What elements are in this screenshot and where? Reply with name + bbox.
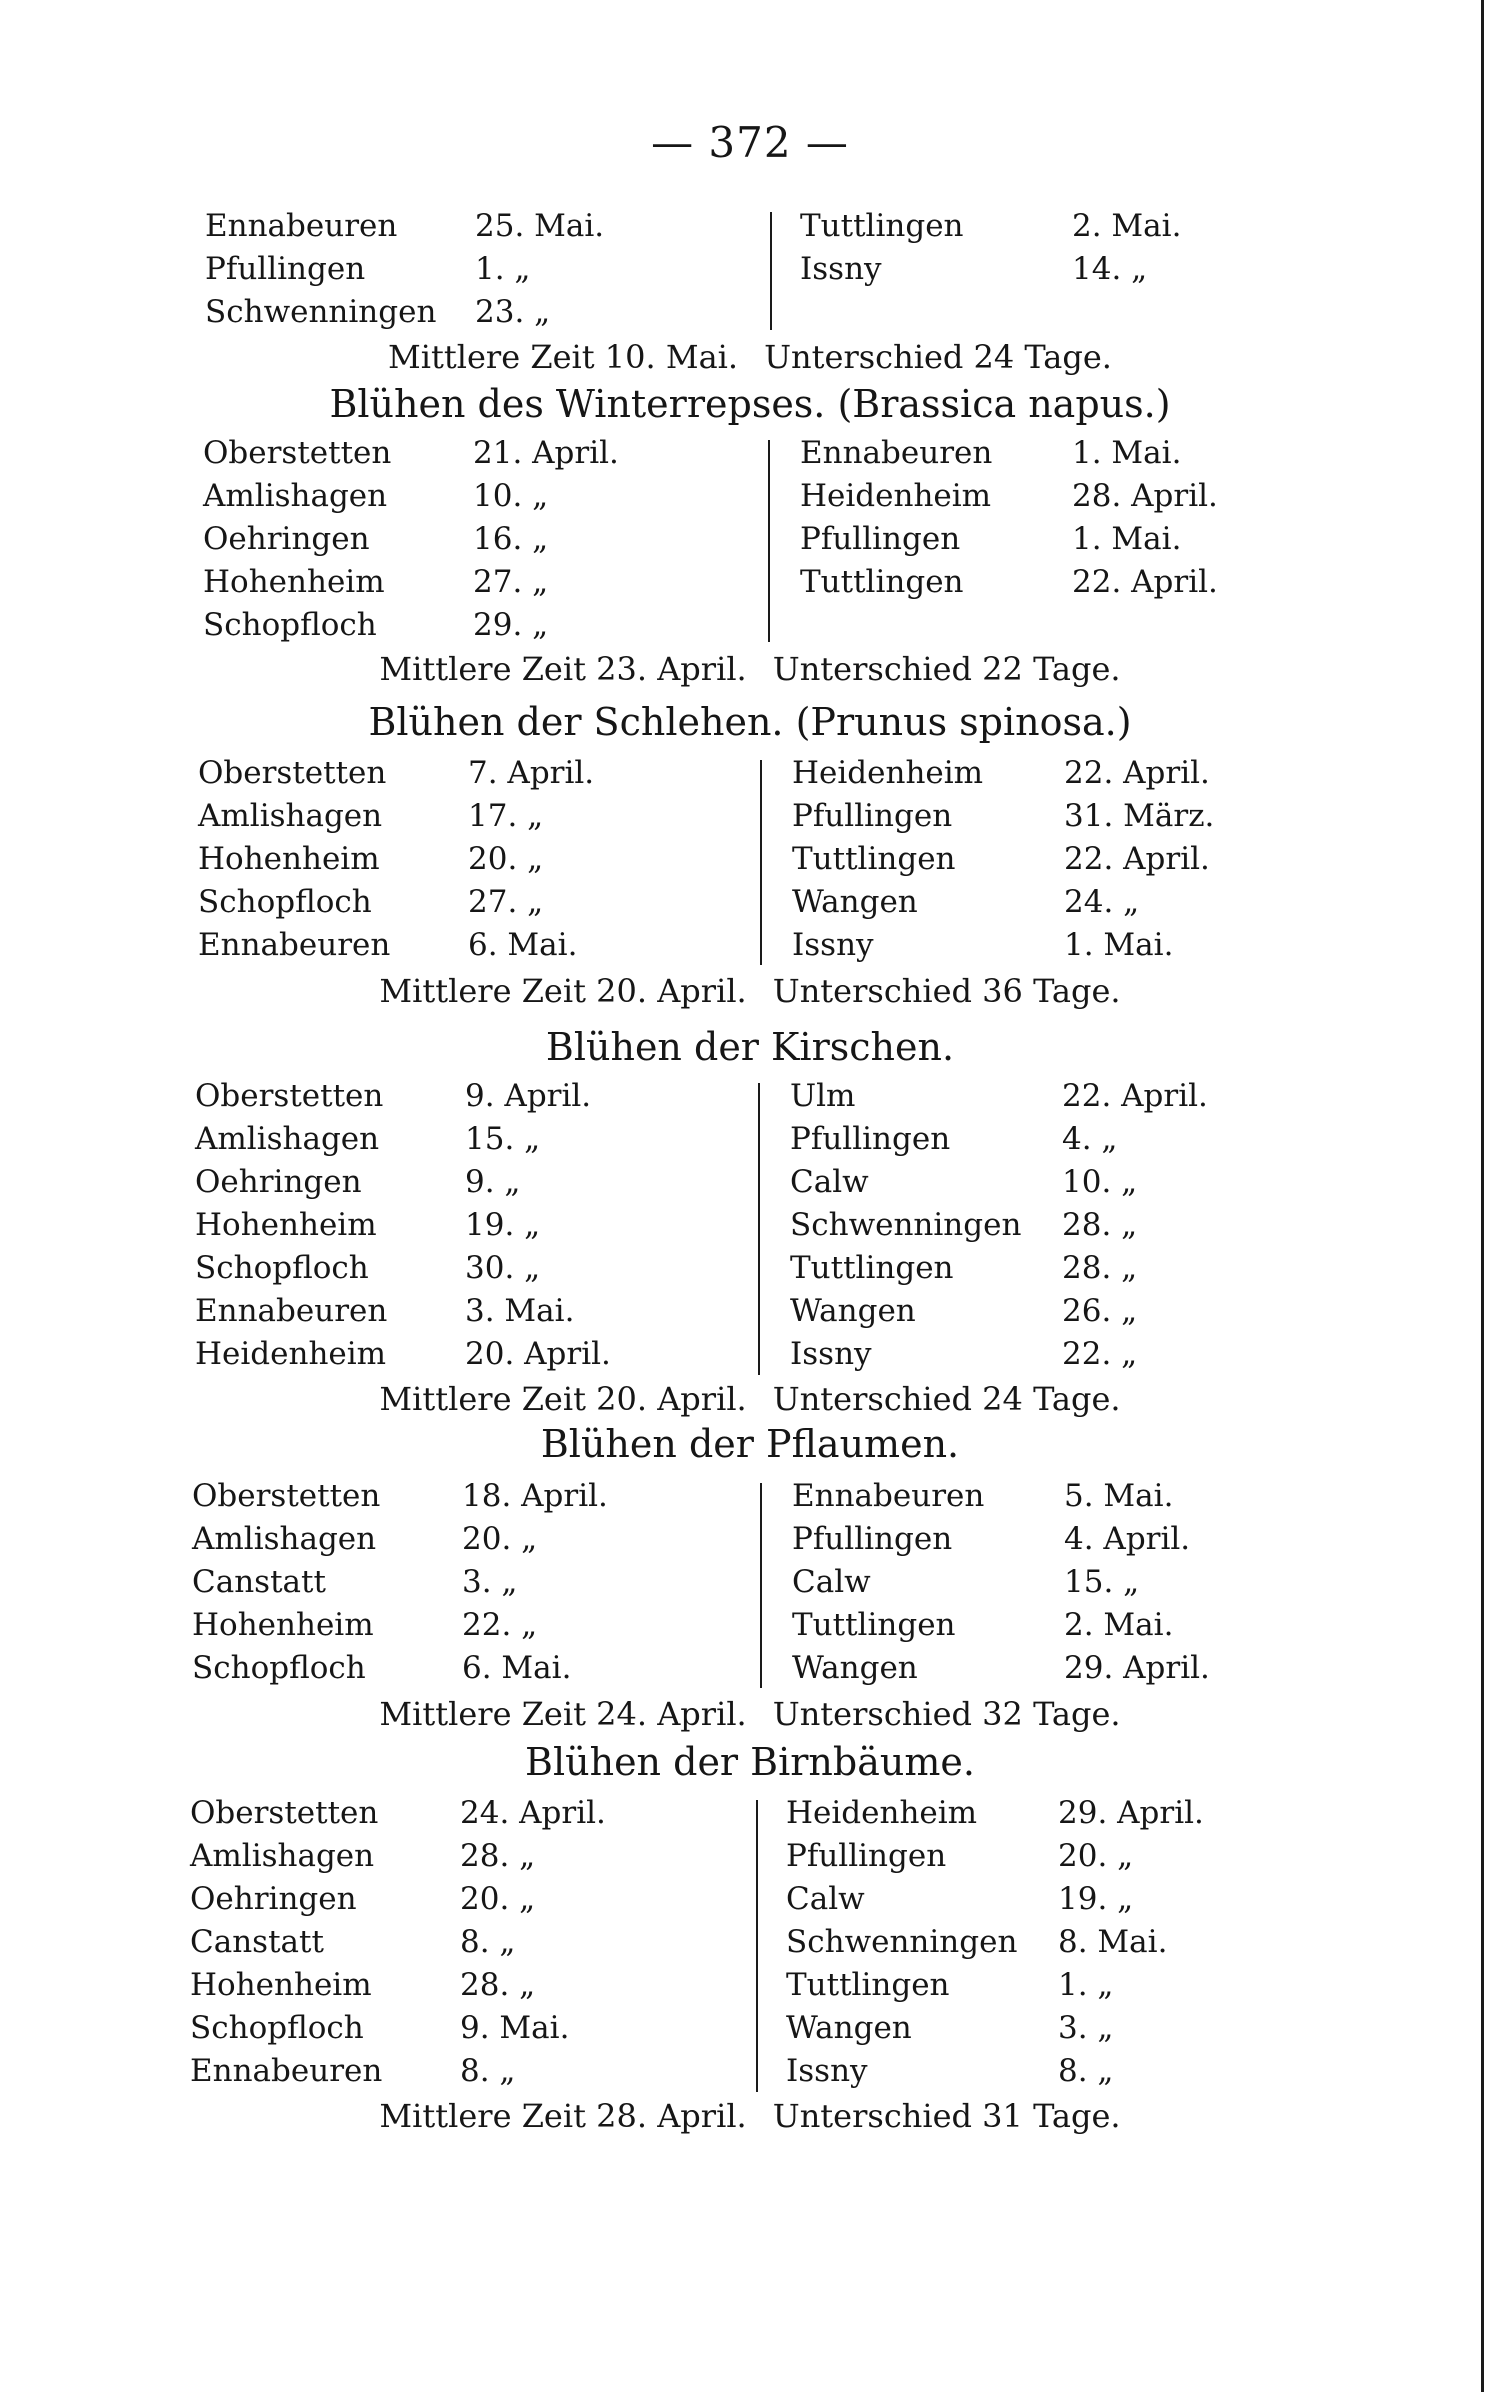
column-divider — [760, 760, 762, 965]
bloom-date: 22. April. — [1064, 755, 1210, 791]
difference: Unterschied 24 Tage. — [772, 1380, 1121, 1418]
page-number: — 372 — — [651, 118, 849, 167]
place-name: Ennabeuren — [792, 1478, 985, 1514]
table-row — [786, 1878, 1226, 1921]
place-name: Amlishagen — [190, 1838, 375, 1874]
table-row — [786, 2050, 1226, 2093]
place-name: Calw — [786, 1881, 865, 1917]
place-name: Calw — [790, 1164, 869, 1200]
table-row — [198, 752, 638, 795]
place-name: Oberstetten — [203, 435, 392, 471]
bloom-date: 20. „ — [468, 841, 544, 877]
place-name: Tuttlingen — [800, 564, 964, 600]
place-name: Hohenheim — [198, 841, 380, 877]
section-4-left-column — [192, 1475, 632, 1690]
table-row — [203, 561, 643, 604]
place-name: Issny — [790, 1336, 872, 1372]
bloom-date: 22. „ — [462, 1607, 538, 1643]
column-divider — [758, 1083, 760, 1375]
place-name: Schopfloch — [203, 607, 377, 643]
mean-time: Mittlere Zeit 24. April. — [379, 1695, 747, 1733]
place-name: Schopfloch — [190, 2010, 364, 2046]
place-name: Calw — [792, 1564, 871, 1600]
place-name: Tuttlingen — [786, 1967, 950, 2003]
table-row — [198, 924, 638, 967]
table-row — [192, 1604, 632, 1647]
bloom-date: 26. „ — [1062, 1293, 1138, 1329]
place-name: Pfullingen — [792, 798, 953, 834]
bloom-date: 7. April. — [468, 755, 595, 791]
bloom-date: 28. „ — [460, 1967, 536, 2003]
place-name: Issny — [786, 2053, 868, 2089]
table-row — [790, 1333, 1230, 1376]
place-name: Amlishagen — [203, 478, 388, 514]
table-row — [203, 475, 643, 518]
place-name: Ennabeuren — [198, 927, 391, 963]
place-name: Amlishagen — [198, 798, 383, 834]
table-row — [195, 1290, 635, 1333]
place-name: Heidenheim — [195, 1336, 387, 1372]
place-name: Oberstetten — [195, 1078, 384, 1114]
table-row — [203, 518, 643, 561]
table-row — [792, 1518, 1232, 1561]
place-name: Schwenningen — [786, 1924, 1018, 1960]
place-name: Tuttlingen — [792, 841, 956, 877]
section-5-right-column — [786, 1792, 1226, 2093]
section-heading: Blühen der Schlehen. (Prunus spinosa.) — [368, 700, 1132, 744]
place-name: Tuttlingen — [790, 1250, 954, 1286]
mean-time: Mittlere Zeit 20. April. — [379, 1380, 747, 1418]
bloom-date: 3. „ — [1058, 2010, 1114, 2046]
table-row — [198, 795, 638, 838]
bloom-date: 1. „ — [475, 251, 531, 287]
table-row — [190, 1964, 630, 2007]
bloom-date: 15. „ — [1064, 1564, 1140, 1600]
table-row — [790, 1161, 1230, 1204]
bloom-date: 20. April. — [465, 1336, 611, 1372]
bloom-date: 21. April. — [473, 435, 619, 471]
place-name: Ennabeuren — [800, 435, 993, 471]
bloom-date: 29. „ — [473, 607, 549, 643]
place-name: Pfullingen — [800, 521, 961, 557]
section-heading: Blühen der Kirschen. — [545, 1025, 955, 1069]
difference: Unterschied 22 Tage. — [772, 650, 1121, 688]
table-row — [786, 1964, 1226, 2007]
difference: Unterschied 24 Tage. — [764, 338, 1112, 376]
place-name: Oehringen — [190, 1881, 357, 1917]
table-row — [790, 1075, 1230, 1118]
bloom-date: 24. April. — [460, 1795, 606, 1831]
place-name: Wangen — [786, 2010, 912, 2046]
bloom-date: 6. Mai. — [468, 927, 578, 963]
table-row — [800, 561, 1240, 604]
place-name: Ulm — [790, 1078, 856, 1114]
place-name: Hohenheim — [195, 1207, 377, 1243]
table-row — [792, 752, 1232, 795]
bloom-date: 16. „ — [473, 521, 549, 557]
table-row — [195, 1075, 635, 1118]
bloom-date: 19. „ — [1058, 1881, 1134, 1917]
bloom-date: 20. „ — [460, 1881, 536, 1917]
bloom-date: 9. „ — [465, 1164, 521, 1200]
bloom-date: 27. „ — [473, 564, 549, 600]
table-row — [800, 248, 1240, 291]
section-heading: Blühen der Pflaumen. — [540, 1422, 960, 1466]
mean-time: Mittlere Zeit 10. Mai. — [388, 338, 739, 376]
table-row — [203, 432, 643, 475]
section-2-summary — [0, 972, 1500, 1010]
bloom-date: 2. Mai. — [1072, 208, 1182, 244]
place-name: Pfullingen — [790, 1121, 951, 1157]
section-3-right-column — [790, 1075, 1230, 1376]
table-row — [792, 881, 1232, 924]
bloom-date: 6. Mai. — [462, 1650, 572, 1686]
section-0-right-column — [800, 205, 1240, 291]
bloom-date: 30. „ — [465, 1250, 541, 1286]
place-name: Pfullingen — [792, 1521, 953, 1557]
table-row — [790, 1204, 1230, 1247]
table-row — [800, 475, 1240, 518]
bloom-date: 14. „ — [1072, 251, 1148, 287]
table-row — [792, 838, 1232, 881]
difference: Unterschied 36 Tage. — [772, 972, 1121, 1010]
bloom-date: 27. „ — [468, 884, 544, 920]
place-name: Issny — [800, 251, 882, 287]
place-name: Schwenningen — [205, 294, 437, 330]
bloom-date: 4. April. — [1064, 1521, 1191, 1557]
place-name: Schopfloch — [192, 1650, 366, 1686]
place-name: Wangen — [790, 1293, 916, 1329]
section-1-summary — [0, 650, 1500, 688]
section-2-left-column — [198, 752, 638, 967]
bloom-date: 1. Mai. — [1072, 521, 1182, 557]
section-4-summary — [0, 1695, 1500, 1733]
place-name: Oberstetten — [190, 1795, 379, 1831]
place-name: Oberstetten — [192, 1478, 381, 1514]
place-name: Hohenheim — [203, 564, 385, 600]
table-row — [792, 1475, 1232, 1518]
table-row — [790, 1290, 1230, 1333]
table-row — [790, 1247, 1230, 1290]
table-row — [195, 1247, 635, 1290]
section-heading: Blühen des Winterrepses. (Brassica napus.) — [329, 382, 1171, 426]
section-4-right-column — [792, 1475, 1232, 1690]
place-name: Hohenheim — [190, 1967, 372, 2003]
table-row — [190, 1878, 630, 1921]
table-row — [190, 1921, 630, 1964]
section-5-summary — [0, 2097, 1500, 2135]
bloom-date: 23. „ — [475, 294, 551, 330]
table-row — [786, 1792, 1226, 1835]
bloom-date: 22. „ — [1062, 1336, 1138, 1372]
bloom-date: 20. „ — [1058, 1838, 1134, 1874]
place-name: Tuttlingen — [792, 1607, 956, 1643]
bloom-date: 29. April. — [1064, 1650, 1210, 1686]
bloom-date: 10. „ — [1062, 1164, 1138, 1200]
table-row — [205, 291, 645, 334]
place-name: Oberstetten — [198, 755, 387, 791]
table-row — [190, 2007, 630, 2050]
table-row — [786, 2007, 1226, 2050]
place-name: Hohenheim — [192, 1607, 374, 1643]
bloom-date: 10. „ — [473, 478, 549, 514]
bloom-date: 2. Mai. — [1064, 1607, 1174, 1643]
place-name: Pfullingen — [205, 251, 366, 287]
bloom-date: 28. „ — [1062, 1207, 1138, 1243]
difference: Unterschied 31 Tage. — [772, 2097, 1121, 2135]
place-name: Amlishagen — [192, 1521, 377, 1557]
table-row — [190, 1835, 630, 1878]
column-divider — [756, 1800, 758, 2092]
bloom-date: 19. „ — [465, 1207, 541, 1243]
bloom-date: 20. „ — [462, 1521, 538, 1557]
bloom-date: 22. April. — [1072, 564, 1218, 600]
table-row — [800, 518, 1240, 561]
table-row — [198, 881, 638, 924]
section-3-left-column — [195, 1075, 635, 1376]
place-name: Wangen — [792, 1650, 918, 1686]
bloom-date: 9. Mai. — [460, 2010, 570, 2046]
bloom-date: 8. „ — [1058, 2053, 1114, 2089]
bloom-date: 17. „ — [468, 798, 544, 834]
table-row — [195, 1161, 635, 1204]
place-name: Heidenheim — [792, 755, 984, 791]
bloom-date: 18. April. — [462, 1478, 608, 1514]
section-0-summary — [0, 338, 1500, 376]
table-row — [790, 1118, 1230, 1161]
bloom-date: 1. Mai. — [1072, 435, 1182, 471]
bloom-date: 22. April. — [1064, 841, 1210, 877]
table-row — [198, 838, 638, 881]
bloom-date: 8. „ — [460, 1924, 516, 1960]
bloom-date: 15. „ — [465, 1121, 541, 1157]
section-1-left-column — [203, 432, 643, 647]
bloom-date: 1. Mai. — [1064, 927, 1174, 963]
column-divider — [760, 1483, 762, 1688]
bloom-date: 22. April. — [1062, 1078, 1208, 1114]
bloom-date: 28. April. — [1072, 478, 1218, 514]
table-row — [192, 1518, 632, 1561]
section-3-summary — [0, 1380, 1500, 1418]
table-row — [192, 1647, 632, 1690]
section-2-right-column — [792, 752, 1232, 967]
table-row — [190, 1792, 630, 1835]
mean-time: Mittlere Zeit 23. April. — [379, 650, 747, 688]
bloom-date: 1. „ — [1058, 1967, 1114, 2003]
table-row — [792, 1604, 1232, 1647]
place-name: Ennabeuren — [205, 208, 398, 244]
place-name: Wangen — [792, 884, 918, 920]
place-name: Heidenheim — [786, 1795, 978, 1831]
place-name: Schopfloch — [198, 884, 372, 920]
table-row — [800, 432, 1240, 475]
column-divider — [768, 440, 770, 642]
place-name: Pfullingen — [786, 1838, 947, 1874]
place-name: Amlishagen — [195, 1121, 380, 1157]
bloom-date: 9. April. — [465, 1078, 592, 1114]
table-row — [192, 1475, 632, 1518]
mean-time: Mittlere Zeit 28. April. — [379, 2097, 747, 2135]
table-row — [195, 1118, 635, 1161]
place-name: Canstatt — [192, 1564, 326, 1600]
bloom-date: 5. Mai. — [1064, 1478, 1174, 1514]
table-row — [190, 2050, 630, 2093]
place-name: Ennabeuren — [195, 1293, 388, 1329]
table-row — [195, 1333, 635, 1376]
bloom-date: 8. „ — [460, 2053, 516, 2089]
table-row — [786, 1921, 1226, 1964]
section-5-left-column — [190, 1792, 630, 2093]
section-1-right-column — [800, 432, 1240, 604]
table-row — [800, 205, 1240, 248]
table-row — [792, 924, 1232, 967]
bloom-date: 29. April. — [1058, 1795, 1204, 1831]
bloom-date: 25. Mai. — [475, 208, 605, 244]
place-name: Oehringen — [203, 521, 370, 557]
bloom-date: 28. „ — [1062, 1250, 1138, 1286]
section-0-left-column — [205, 205, 645, 334]
bloom-date: 3. Mai. — [465, 1293, 575, 1329]
mean-time: Mittlere Zeit 20. April. — [379, 972, 747, 1010]
section-heading: Blühen der Birnbäume. — [525, 1740, 975, 1784]
table-row — [195, 1204, 635, 1247]
difference: Unterschied 32 Tage. — [772, 1695, 1121, 1733]
table-row — [792, 795, 1232, 838]
bloom-date: 3. „ — [462, 1564, 518, 1600]
table-row — [192, 1561, 632, 1604]
table-row — [792, 1561, 1232, 1604]
column-divider — [770, 212, 772, 330]
place-name: Tuttlingen — [800, 208, 964, 244]
bloom-date: 4. „ — [1062, 1121, 1118, 1157]
bloom-date: 31. März. — [1064, 798, 1215, 834]
place-name: Schopfloch — [195, 1250, 369, 1286]
table-row — [792, 1647, 1232, 1690]
bloom-date: 8. Mai. — [1058, 1924, 1168, 1960]
table-row — [205, 205, 645, 248]
place-name: Issny — [792, 927, 874, 963]
place-name: Heidenheim — [800, 478, 992, 514]
place-name: Canstatt — [190, 1924, 324, 1960]
bloom-date: 24. „ — [1064, 884, 1140, 920]
place-name: Oehringen — [195, 1164, 362, 1200]
bloom-date: 28. „ — [460, 1838, 536, 1874]
place-name: Schwenningen — [790, 1207, 1022, 1243]
place-name: Ennabeuren — [190, 2053, 383, 2089]
table-row — [205, 248, 645, 291]
table-row — [786, 1835, 1226, 1878]
table-row — [203, 604, 643, 647]
